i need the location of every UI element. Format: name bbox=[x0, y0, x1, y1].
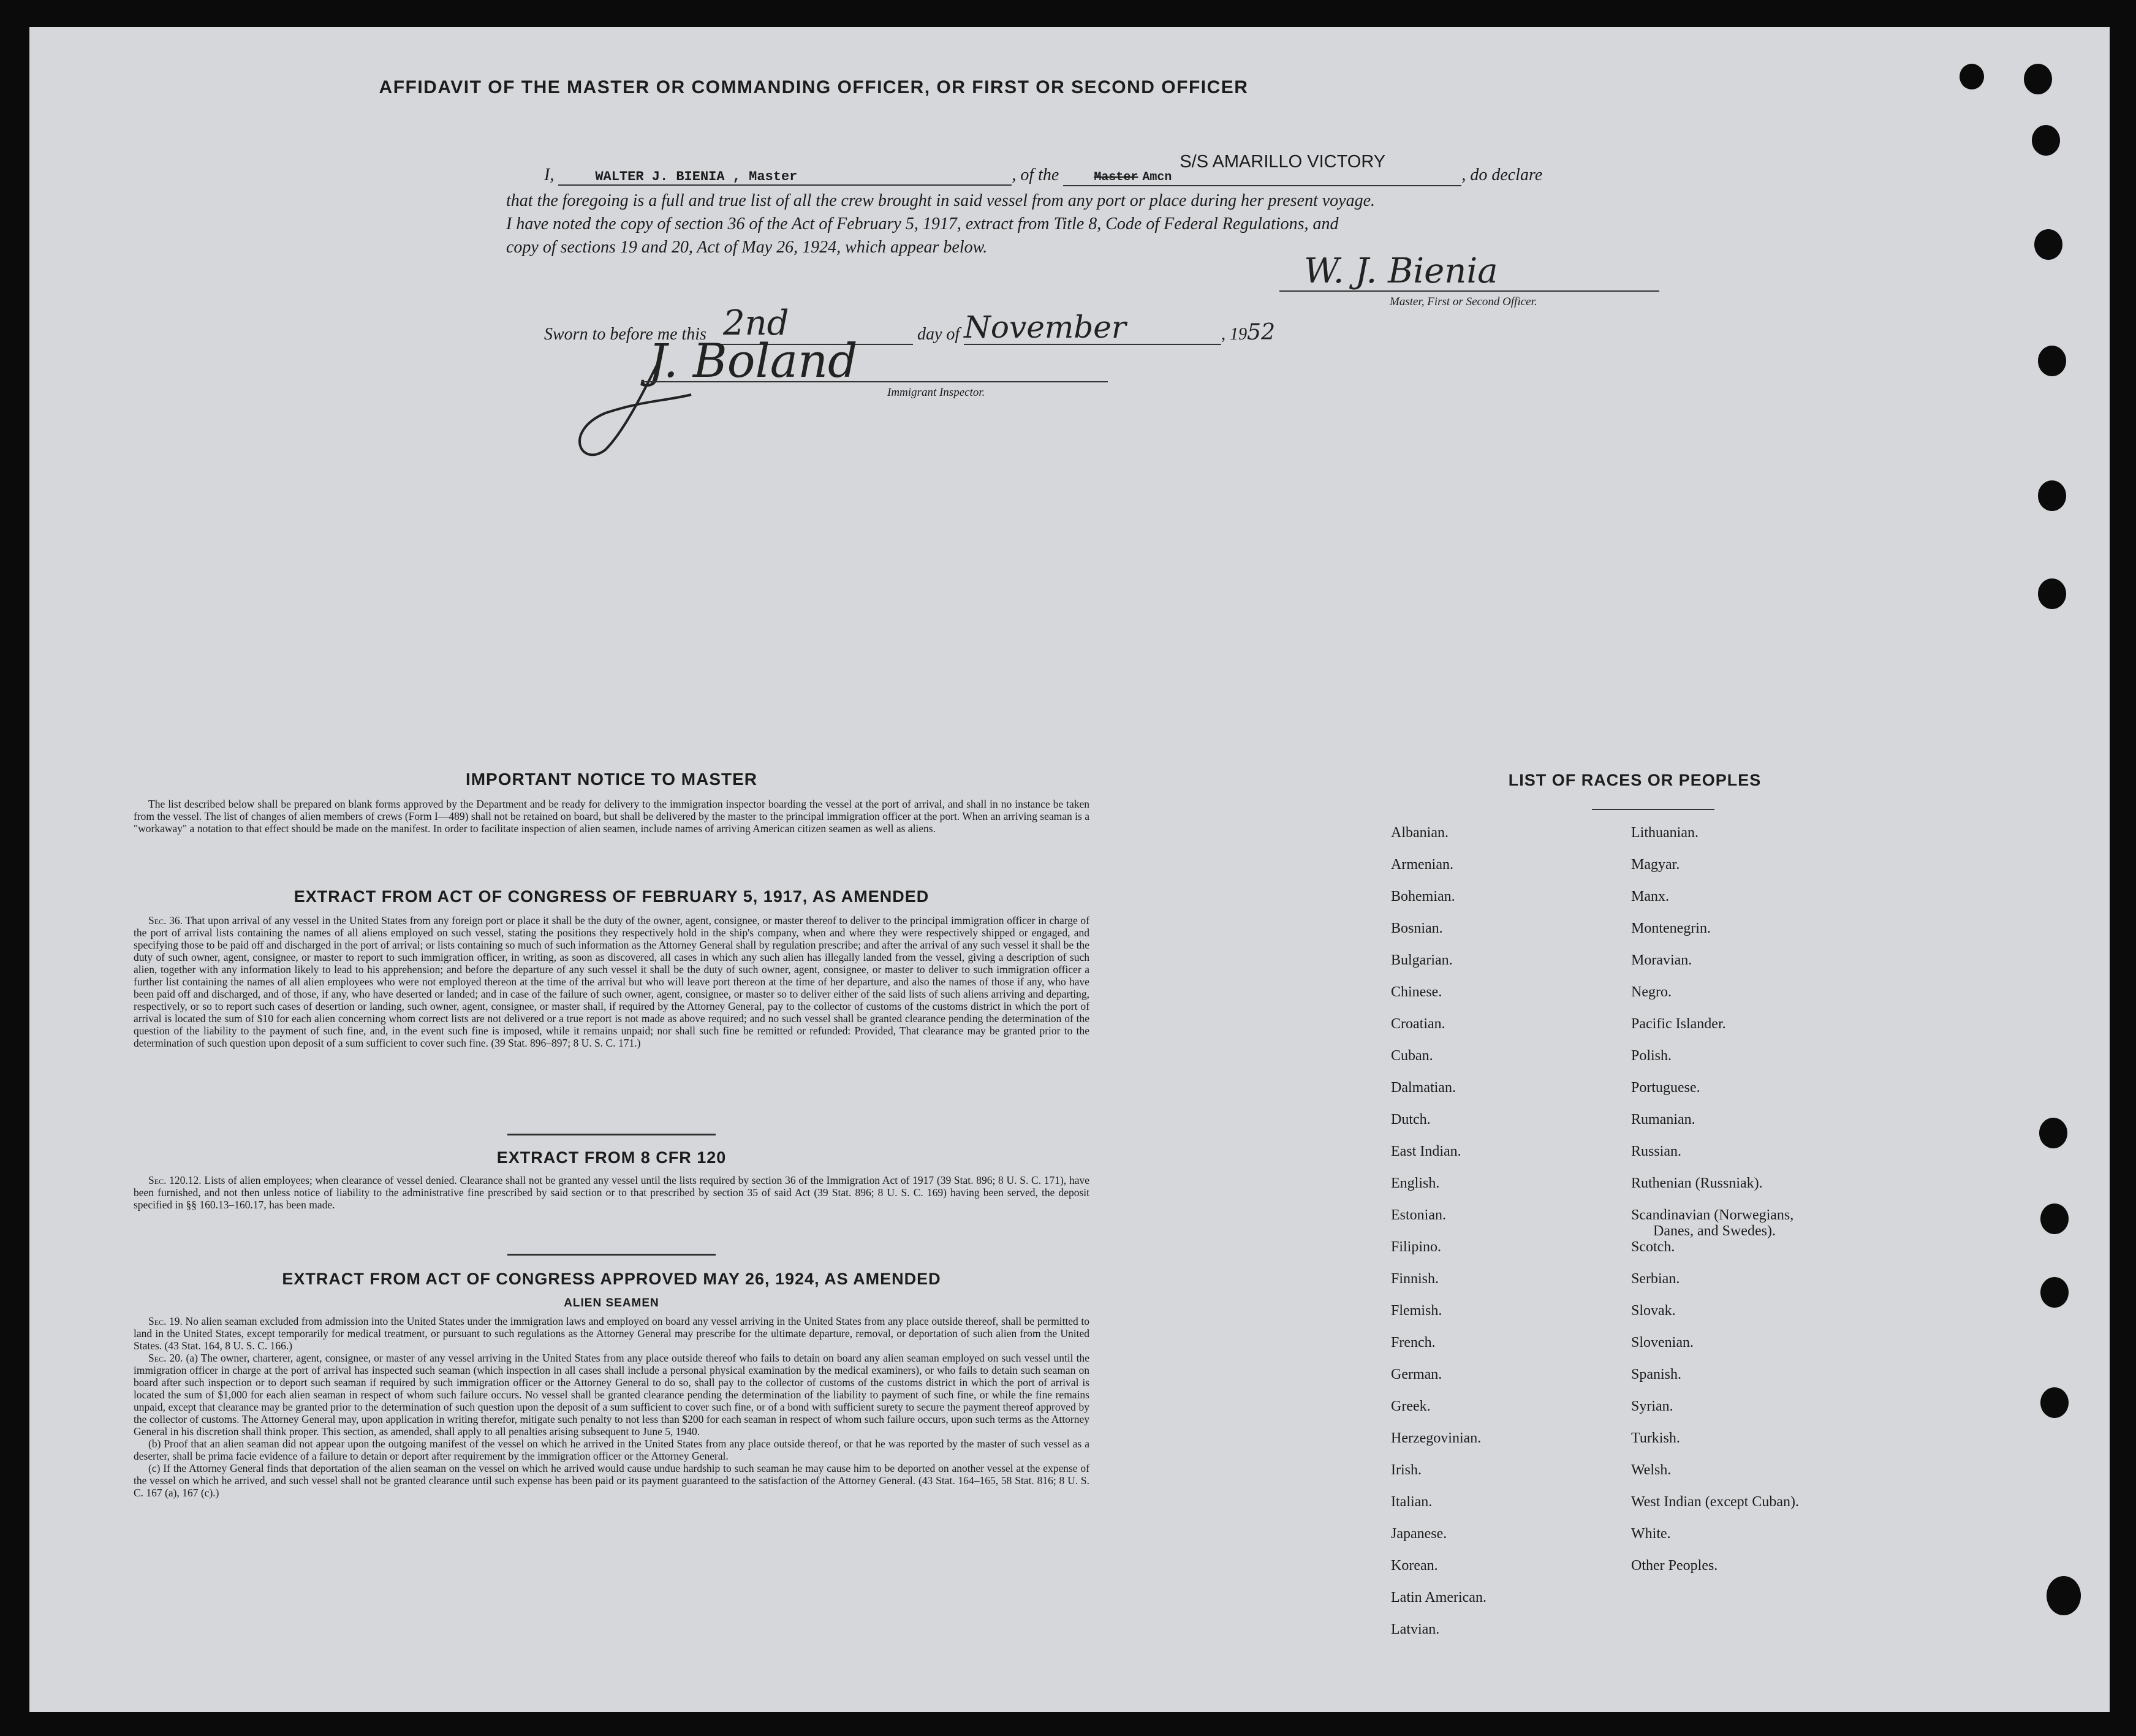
punch-hole bbox=[1960, 64, 1984, 89]
punch-hole bbox=[2038, 346, 2066, 376]
race-item: Syrian. bbox=[1631, 1398, 1673, 1414]
races-title: LIST OF RACES OR PEOPLES bbox=[1508, 771, 1762, 789]
extract-1917-title: EXTRACT FROM ACT OF CONGRESS OF FEBRUARY 5, 1917, AS AMENDED bbox=[294, 887, 930, 906]
declare-text: , do declare bbox=[1461, 165, 1543, 184]
race-item: Bohemian. bbox=[1391, 889, 1455, 904]
race-item: Bosnian. bbox=[1391, 920, 1443, 936]
race-item: Greek. bbox=[1391, 1398, 1431, 1414]
of-the-text: , of the bbox=[1012, 165, 1059, 184]
alien-seamen-subtitle: ALIEN SEAMEN bbox=[564, 1297, 659, 1310]
race-item: Polish. bbox=[1631, 1048, 1672, 1064]
race-item: Irish. bbox=[1391, 1462, 1422, 1478]
race-item: Filipino. bbox=[1391, 1239, 1442, 1255]
notice-text: The list described below shall be prepared on blank forms approved by the Department and be ready for delivery to the immigration inspector boarding the vessel at the port of arrival, and shall in no instance be taken from the vessel. The list of changes of alien members of crews (Form I—489) shall not be retained on board, but shall be delivered by the master to the principal immigration officer at the port. When an arriving seaman is a "workaway" a notation to that effect should be made on the manifest. In order to facilitate inspection of alien seamen, include names of arriving American citizen seamen as well as aliens. bbox=[134, 798, 1089, 835]
ship-field bbox=[1063, 152, 1461, 186]
race-item: Italian. bbox=[1391, 1494, 1433, 1510]
notice-text-block bbox=[134, 798, 1089, 835]
ship-prefix: Amcn bbox=[1142, 170, 1172, 184]
race-item: East Indian. bbox=[1391, 1143, 1461, 1159]
race-item: Herzegovinian. bbox=[1391, 1430, 1482, 1446]
sec-120-text: Lists of alien employees; when clearance of vessel denied. Clearance shall not be granted any vessel until the lists required by section 36 of the Immigration Act of 1917 (39 Stat. 896; 8 U. S. C. 171), have been furnished, and not then unless notice of liability to the administrative fine prescribed by said section or to that prescribed by section 35 of said Act (39 Stat. 896; 8 U. S. C. 169) having been served, the deposit specified in §§ 160.13–160.17, has been made. bbox=[134, 1174, 1089, 1211]
affidavit-intro: I, bbox=[544, 165, 555, 184]
race-item: Albanian. bbox=[1391, 825, 1449, 841]
extract-1917-block bbox=[134, 914, 1089, 1049]
race-item: Croatian. bbox=[1391, 1016, 1445, 1032]
race-item: French. bbox=[1391, 1335, 1436, 1351]
officer-signature: W. J. Bienia bbox=[1304, 251, 1498, 291]
sec-36-text: That upon arrival of any vessel in the United States from any foreign port or place it shall be the duty of the owner, agent, consignee, or master thereof to deliver to the principal immigration officer in charge of the port of arrival lists containing the names of all aliens employed on such vessel, stating the positions they respectively hold in the ship's company, when and where they were respectively shipped or engaged, and specifying those to be paid off and discharged in the port of arrival; or lists containing so much of such information as the Attorney General shall by regulation prescribe; and after the arrival of any such vessel it shall be the duty of such owner, agent, consignee, or master to report to such immigration officer, in writing, as soon as discovered, all cases in which any such alien has illegally landed from the vessel, giving a description of such alien, together with any information likely to lead to his apprehension; and before the departure of any such vessel it shall be the duty of such owner, agent, consignee, or master to deliver to such immigration officer a further list containing the names of all alien employees who were not employed thereon at the time of the arrival but who will leave port thereon at the time of her departure, and also the names of those if any, who have been paid off and discharged, and of those, if any, who have deserted or landed; and in case of the failure of such owner, agent, consignee, or master so to deliver either of the said lists of such aliens arriving and departing, respectively, or so to report such cases of desertion or landing, such owner, agent, consignee, or master shall, if required by the Attorney General, pay to the collector of customs of the customs district in which the port of arrival is located the sum of $10 for each alien concerning whom correct lists are not delivered or a true report is not made as above required; and no such vessel shall be granted clearance pending the determination of the question of the liability to the payment of such fine, and, in the event such fine is imposed, while it remains unpaid; nor shall such fine be remitted or refunded: Provided, That clearance may be granted prior to the determination of such question upon deposit of a sum sufficient to cover such fine. (39 Stat. 896–897; 8 U. S. C. 171.) bbox=[134, 914, 1089, 1049]
race-item: Russian. bbox=[1631, 1143, 1682, 1159]
sec-19-paragraph bbox=[134, 1315, 1089, 1352]
punch-hole bbox=[2034, 229, 2062, 260]
race-item: Negro. bbox=[1631, 984, 1672, 1000]
race-item: Spanish. bbox=[1631, 1366, 1682, 1382]
notice-title: IMPORTANT NOTICE TO MASTER bbox=[465, 770, 758, 789]
affidavit-title: AFFIDAVIT OF THE MASTER OR COMMANDING OFFICER, OR FIRST OR SECOND OFFICER bbox=[379, 77, 1249, 97]
race-item: Turkish. bbox=[1631, 1430, 1680, 1446]
race-item: Chinese. bbox=[1391, 984, 1442, 1000]
punch-hole bbox=[2040, 1203, 2069, 1234]
race-item: Welsh. bbox=[1631, 1462, 1672, 1478]
extract-1924-title: EXTRACT FROM ACT OF CONGRESS APPROVED MAY 26, 1924, AS AMENDED bbox=[282, 1270, 941, 1288]
year-value: 52 bbox=[1247, 320, 1275, 345]
affidavit-line-4: copy of sections 19 and 20, Act of May 26, 1924, which appear below. bbox=[506, 238, 988, 257]
sec-19-label: Sec. 19. bbox=[148, 1315, 183, 1327]
inspector-signature: J. Boland bbox=[648, 333, 858, 388]
extract-cfr-block bbox=[134, 1174, 1089, 1211]
race-item: Finnish. bbox=[1391, 1271, 1439, 1287]
sec-120-label: Sec. 120.12. bbox=[148, 1174, 202, 1186]
race-item: English. bbox=[1391, 1175, 1440, 1191]
punch-hole bbox=[2040, 1387, 2069, 1418]
affidavit-line-3: I have noted the copy of section 36 of the Act of February 5, 1917, extract from Title 8, Code of Federal Regulations, and bbox=[506, 214, 1339, 233]
race-item: Magyar. bbox=[1631, 857, 1680, 873]
punch-hole bbox=[2040, 1277, 2069, 1308]
master-name-field: WALTER J. BIENIA , Master bbox=[558, 169, 1012, 186]
race-item: Lithuanian. bbox=[1631, 825, 1699, 841]
day-value: 2nd bbox=[722, 303, 789, 343]
officer-caption: Master, First or Second Officer. bbox=[1390, 295, 1537, 308]
divider-1 bbox=[507, 1134, 716, 1135]
month-field bbox=[964, 309, 1221, 345]
race-item: Latin American. bbox=[1391, 1590, 1486, 1605]
sec-20b-paragraph: (b) Proof that an alien seaman did not appear upon the outgoing manifest of the vessel on which he arrived in the United States from any place outside thereof, or that he was reported by the master of such vessel as a deserter, shall be prima facie evidence of a failure to detain or deport after requirement by the immigration officer or the Attorney General. bbox=[134, 1438, 1089, 1462]
ship-struck-word: Master bbox=[1094, 170, 1138, 184]
sec-20a-paragraph bbox=[134, 1352, 1089, 1438]
sec-20a-text: (a) The owner, charterer, agent, consignee, or master of any vessel arriving in the United States from any place outside thereof who fails to detain on board any alien seaman employed on such vessel until the immigration officer in charge at the port of arrival has inspected such seaman (which inspection in all cases shall include a personal physical examination by the medical examiners), or who fails to detain such seaman on board after such inspection or to deport such seaman if required by such immigration officer or the Attorney General to do so, shall pay to the collector of customs of the customs district in which the port of arrival is located the sum of $1,000 for each alien seaman in respect of whom such failure occurs. No vessel shall be granted clearance pending the determination of the liability to payment of such fine, or while the fine remains unpaid, except that clearance may be granted prior to the determination of such question upon the deposit of a sum sufficient to cover such fine, or of a bond with sufficient surety to secure the payment thereof approved by the collector of customs. The Attorney General may, upon application in writing therefor, mitigate such penalty to not less than $200 for each seaman in respect of whom such failure occurs, upon such terms as the Attorney General in his discretion shall think proper. This section, as amended, shall apply to all penalties arising subsequent to June 5, 1940. bbox=[134, 1352, 1090, 1438]
inspector-signature-line bbox=[642, 358, 1108, 382]
race-item: Serbian. bbox=[1631, 1271, 1680, 1287]
extract-cfr-paragraph bbox=[134, 1174, 1089, 1211]
race-item: Estonian. bbox=[1391, 1207, 1446, 1223]
race-item: Pacific Islander. bbox=[1631, 1016, 1726, 1032]
punch-hole bbox=[2024, 64, 2052, 94]
affidavit-line-2: that the foregoing is a full and true list of all the crew brought in said vessel from any port or place during her present voyage. bbox=[506, 191, 1376, 210]
document-page bbox=[29, 27, 2110, 1712]
year-prefix: , 19 bbox=[1221, 325, 1248, 344]
punch-hole bbox=[2038, 578, 2066, 609]
race-item: Latvian. bbox=[1391, 1621, 1440, 1637]
race-item: West Indian (except Cuban). bbox=[1631, 1494, 1799, 1510]
races-divider bbox=[1592, 809, 1714, 810]
sec-36-label: Sec. 36. bbox=[148, 914, 183, 927]
sec-19-text: No alien seaman excluded from admission into the United States under the immigration laws and employed on board any vessel arriving in the United States from any place outside thereof, shall be permitted to land in the United States, except temporarily for medical treatment, or pursuant to such regulations as the Attorney General may prescribe for the ultimate departure, removal, or deportation of such alien from the United States. (43 Stat. 164, 8 U. S. C. 166.) bbox=[134, 1315, 1090, 1352]
race-item: Manx. bbox=[1631, 889, 1669, 904]
race-item: Scotch. bbox=[1631, 1239, 1675, 1255]
race-item: Japanese. bbox=[1391, 1526, 1447, 1542]
sec-20-label: Sec. 20. bbox=[148, 1352, 183, 1364]
sec-20c-paragraph: (c) If the Attorney General finds that deportation of the alien seaman on the vessel on which he arrived would cause undue hardship to such seaman he may cause him to be deported on another vessel at the expense of the vessel on which he arrived, and such vessel shall not be granted clearance until such expense has been paid or its payment guaranteed to the satisfaction of the Attorney General. (43 Stat. 164–165, 58 Stat. 816; 8 U. S. C. 167 (a), 167 (c).) bbox=[134, 1462, 1089, 1499]
punch-hole bbox=[2047, 1576, 2081, 1615]
race-item: Moravian. bbox=[1631, 952, 1692, 968]
race-item: Bulgarian. bbox=[1391, 952, 1453, 968]
extract-1924-block bbox=[134, 1315, 1089, 1499]
month-value: November bbox=[964, 309, 1126, 345]
race-item: Montenegrin. bbox=[1631, 920, 1711, 936]
race-item: Dalmatian. bbox=[1391, 1080, 1456, 1096]
day-of-text: day of bbox=[917, 325, 960, 344]
race-item: Cuban. bbox=[1391, 1048, 1433, 1064]
race-item: Other Peoples. bbox=[1631, 1558, 1718, 1574]
race-item: Korean. bbox=[1391, 1558, 1438, 1574]
ship-name: S/S AMARILLO VICTORY bbox=[1180, 152, 1386, 172]
race-item: Armenian. bbox=[1391, 857, 1453, 873]
punch-hole bbox=[2038, 480, 2066, 511]
divider-2 bbox=[507, 1254, 716, 1256]
race-item: Slovak. bbox=[1631, 1303, 1676, 1319]
affidavit-line-1 bbox=[544, 152, 1543, 186]
race-item: Portuguese. bbox=[1631, 1080, 1700, 1096]
race-item: Dutch. bbox=[1391, 1112, 1431, 1128]
extract-1917-paragraph bbox=[134, 914, 1089, 1049]
race-item: White. bbox=[1631, 1526, 1671, 1542]
race-item: Flemish. bbox=[1391, 1303, 1442, 1319]
race-item: Ruthenian (Russniak). bbox=[1631, 1175, 1763, 1191]
race-item: Slovenian. bbox=[1631, 1335, 1694, 1351]
extract-cfr-title: EXTRACT FROM 8 CFR 120 bbox=[496, 1148, 727, 1167]
sworn-text: Sworn to before me this bbox=[544, 325, 706, 344]
punch-hole bbox=[2039, 1118, 2067, 1148]
punch-hole bbox=[2032, 125, 2060, 156]
officer-signature-line bbox=[1279, 266, 1659, 292]
inspector-caption: Immigrant Inspector. bbox=[887, 386, 985, 399]
race-item: Scandinavian (Norwegians, bbox=[1631, 1207, 1794, 1223]
race-item: Danes, and Swedes). bbox=[1653, 1223, 1776, 1239]
race-item: German. bbox=[1391, 1366, 1442, 1382]
race-item: Rumanian. bbox=[1631, 1112, 1695, 1128]
